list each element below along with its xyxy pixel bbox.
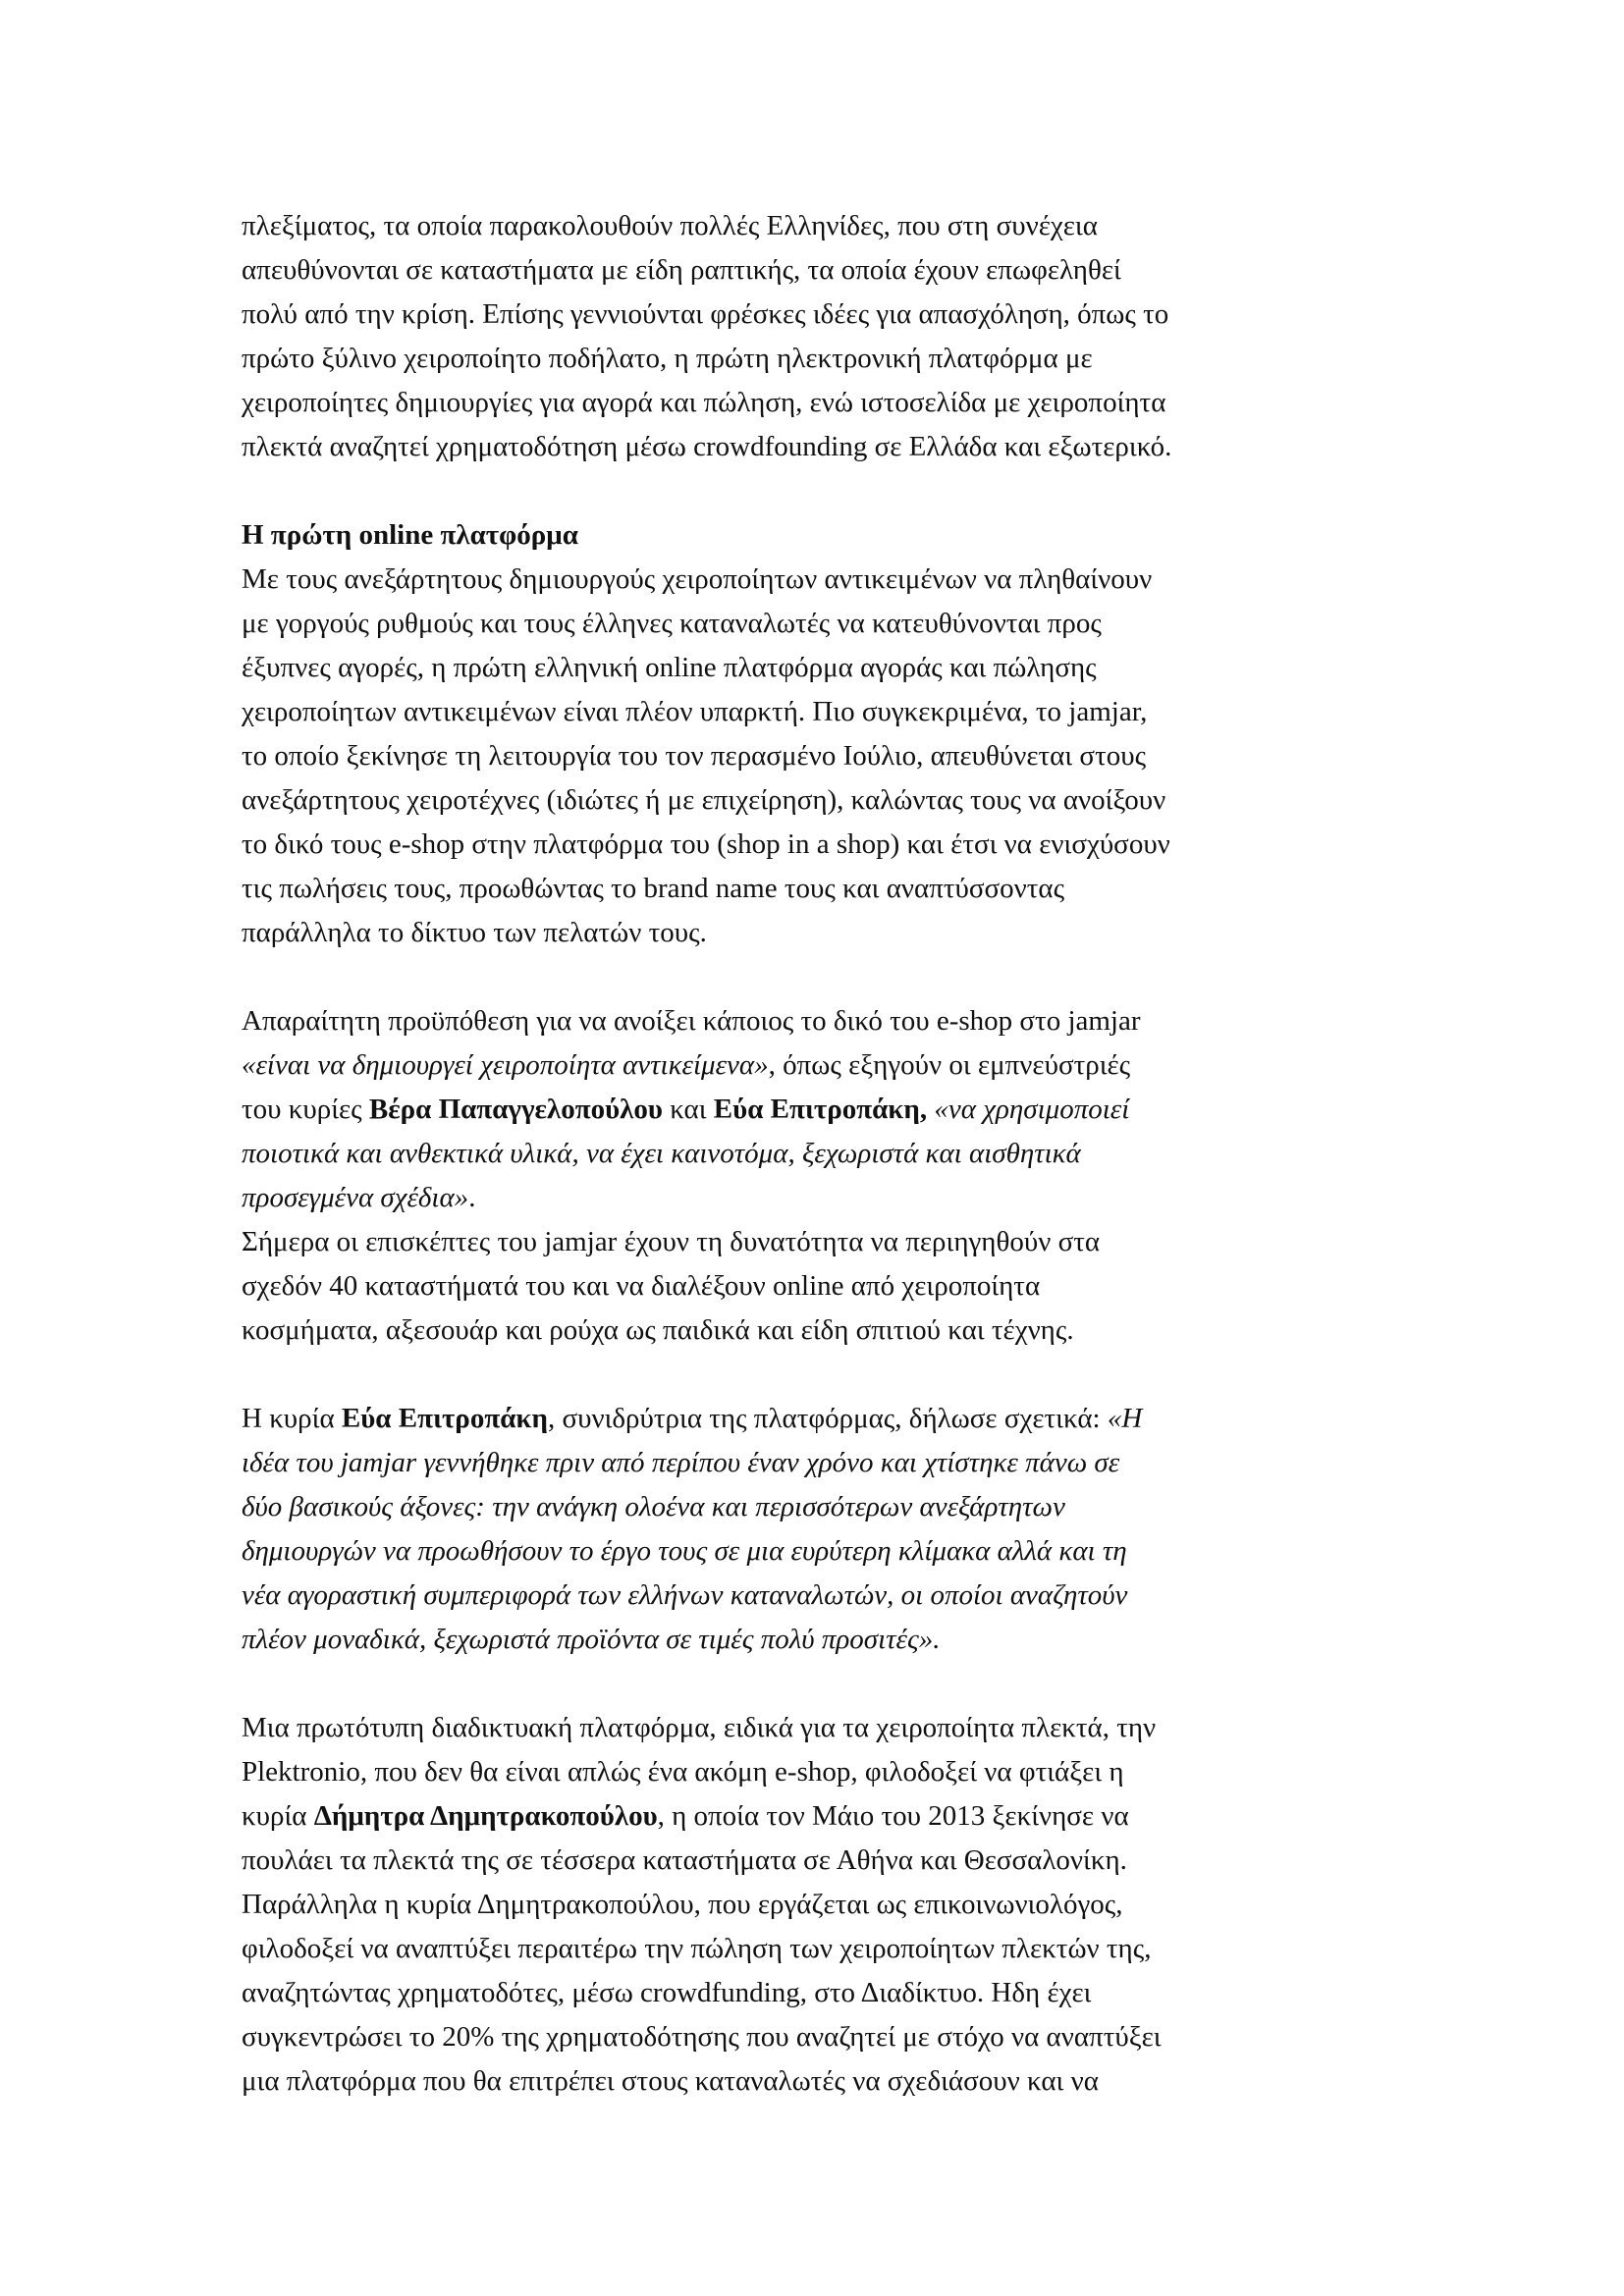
quote-line: νέα αγοραστική συμπεριφορά των ελλήνων καταναλωτών, οι οποίοι αναζητούν — [242, 1579, 1128, 1611]
text-line: πρώτο ξύλινο χειροποίητο ποδήλατο, η πρώτη ηλεκτρονική πλατφόρμα με — [242, 343, 1093, 374]
quote-line: πλέον μοναδικά, ξεχωριστά προϊόντα σε τιμές πολύ προσιτές». — [242, 1624, 941, 1655]
text-line: με γοργούς ρυθμούς και τους έλληνες καταναλωτές να κατευθύνονται προς — [242, 608, 1102, 639]
text-line: το δικό τους e-shop στην πλατφόρμα του (shop in a shop) και έτσι να ενισχύσουν — [242, 828, 1170, 860]
text-line: πολύ από την κρίση. Επίσης γεννιούνται φρέσκες ιδέες για απασχόληση, όπως το — [242, 298, 1169, 330]
quote-line: δημιουργών να προωθήσουν το έργο τους σε μια ευρύτερη κλίμακα αλλά και τη — [242, 1535, 1127, 1567]
text-line: πουλάει τα πλεκτά της σε τέσσερα καταστήματα σε Αθήνα και Θεσσαλονίκη. — [242, 1844, 1127, 1876]
text-run: και — [662, 1094, 714, 1125]
text-line: χειροποίητες δημιουργίες για αγορά και πώληση, ενώ ιστοσελίδα με χειροποίητα — [242, 387, 1166, 418]
paragraph-plektronio — [242, 1706, 1390, 2104]
person-name: Δήμητρα Δημητρακοπούλου — [313, 1800, 658, 1832]
text-run: , η οποία τον Μάιο του 2013 ξεκίνησε να — [657, 1800, 1129, 1832]
text-line — [242, 1794, 1390, 1839]
person-name: Βέρα Παπαγγελοπούλου — [368, 1094, 663, 1125]
paragraph-online-platform — [242, 558, 1390, 955]
text-run: κυρία — [242, 1800, 314, 1832]
quote-text: «Η — [1107, 1403, 1143, 1434]
paragraph-spacer — [242, 955, 1390, 999]
paragraph-spacer — [242, 1353, 1390, 1397]
text-line: κοσμήματα, αξεσουάρ και ρούχα ως παιδικά και είδη σπιτιού και τέχνης. — [242, 1314, 1074, 1346]
text-run: , συνιδρύτρια της πλατφόρμας, δήλωσε σχετικά: — [547, 1403, 1108, 1434]
text-line: ανεξάρτητους χειροτέχνες (ιδιώτες ή με επιχείρηση), καλώντας τους να ανοίξουν — [242, 784, 1166, 816]
text-run: του κυρίες — [242, 1094, 369, 1125]
quote-line: ιδέα του jamjar γεννήθηκε πριν από περίπου έναν χρόνο και χτίστηκε πάνω σε — [242, 1447, 1120, 1478]
text-run: Η κυρία — [242, 1403, 342, 1434]
text-line: Με τους ανεξάρτητους δημιουργούς χειροποίητων αντικειμένων να πληθαίνουν — [242, 563, 1153, 595]
text-line — [242, 1397, 1390, 1441]
quote-text: «είναι να δημιουργεί χειροποίητα αντικείμενα» — [242, 1049, 769, 1081]
text-line: αναζητώντας χρηματοδότες, μέσω crowdfunding, στο Διαδίκτυο. Ηδη έχει — [242, 1977, 1092, 2008]
document-page — [242, 204, 1390, 2104]
text-line: σχεδόν 40 καταστήματά του και να διαλέξουν online από χειροποίητα — [242, 1270, 1041, 1302]
paragraph-cofounder-quote — [242, 1397, 1390, 1662]
text-line — [242, 1176, 1390, 1220]
text-line: απευθύνονται σε καταστήματα με είδη ραπτικής, τα οποία έχουν επωφεληθεί — [242, 254, 1121, 286]
text-line: συγκεντρώσει το 20% της χρηματοδότησης που αναζητεί με στόχο να αναπτύξει — [242, 2021, 1162, 2053]
text-line — [242, 1132, 1390, 1176]
section-heading: Η πρώτη online πλατφόρμα — [242, 519, 578, 551]
text-line — [242, 1088, 1390, 1132]
text-line: Απαραίτητη προϋπόθεση για να ανοίξει κάποιος το δικό του e-shop στο jamjar — [242, 1005, 1141, 1037]
text-line: παράλληλα το δίκτυο των πελατών τους. — [242, 917, 707, 948]
text-line: Παράλληλα η κυρία Δημητρακοπούλου, που εργάζεται ως επικοινωνιολόγος, — [242, 1889, 1123, 1920]
text-line: πλεκτά αναζητεί χρηματοδότηση μέσω crowdfounding σε Ελλάδα και εξωτερικό. — [242, 431, 1172, 462]
paragraph-spacer — [242, 469, 1390, 513]
text-run: , όπως εξηγούν οι εμπνεύστριές — [768, 1049, 1131, 1081]
text-line — [242, 1043, 1390, 1088]
paragraph-intro-continuation — [242, 204, 1390, 469]
text-line: χειροποίητων αντικειμένων είναι πλέον υπαρκτή. Πιο συγκεκριμένα, το jamjar, — [242, 696, 1148, 727]
text-line: Σήμερα οι επισκέπτες του jamjar έχουν τη δυνατότητα να περιηγηθούν στα — [242, 1226, 1101, 1257]
quote-text: ποιοτικά και ανθεκτικά υλικά, να έχει καινοτόμα, ξεχωριστά και αισθητικά — [242, 1138, 1081, 1169]
text-line: πλεξίματος, τα οποία παρακολουθούν πολλές Ελληνίδες, που στη συνέχεια — [242, 210, 1098, 241]
text-line: έξυπνες αγορές, η πρώτη ελληνική online πλατφόρμα αγοράς και πώλησης — [242, 652, 1097, 683]
paragraph-spacer — [242, 1662, 1390, 1706]
text-line: Plektronio, που δεν θα είναι απλώς ένα ακόμη e-shop, φιλοδοξεί να φτιάξει η — [242, 1756, 1124, 1788]
quote-line: δύο βασικούς άξονες: την ανάγκη ολοένα και περισσότερων ανεξάρτητων — [242, 1491, 1065, 1522]
text-run: . — [468, 1182, 476, 1213]
paragraph-requirements — [242, 999, 1390, 1353]
text-line: τις πωλήσεις τους, προωθώντας το brand name τους και αναπτύσσοντας — [242, 873, 1065, 904]
person-name: Εύα Επιτροπάκη, — [713, 1094, 928, 1125]
person-name: Εύα Επιτροπάκη — [341, 1403, 548, 1434]
text-line: Μια πρωτότυπη διαδικτυακή πλατφόρμα, ειδικά για τα χειροποίητα πλεκτά, την — [242, 1712, 1157, 1743]
quote-text: προσεγμένα σχέδια» — [242, 1182, 469, 1213]
quote-text: «να χρησιμοποιεί — [927, 1094, 1130, 1125]
text-line: φιλοδοξεί να αναπτύξει περαιτέρω την πώληση των χειροποίητων πλεκτών της, — [242, 1933, 1152, 1964]
text-line: μια πλατφόρμα που θα επιτρέπει στους καταναλωτές να σχεδιάσουν και να — [242, 2065, 1099, 2097]
text-line: το οποίο ξεκίνησε τη λειτουργία του τον περασμένο Ιούλιο, απευθύνεται στους — [242, 740, 1147, 772]
